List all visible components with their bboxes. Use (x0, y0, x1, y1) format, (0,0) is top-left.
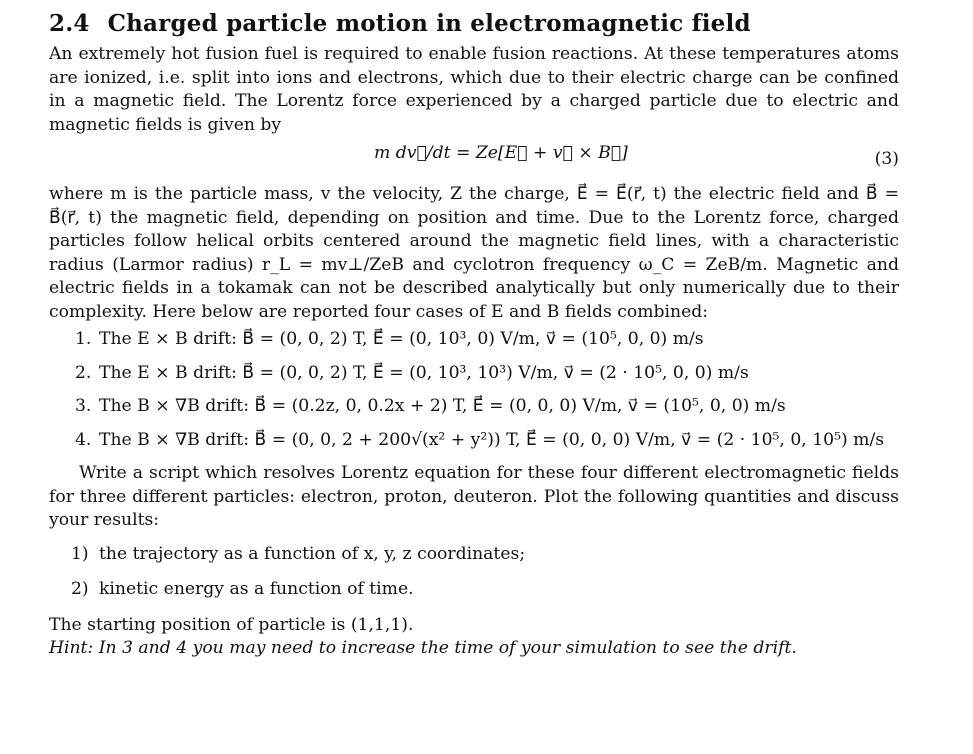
description-paragraph: where m is the particle mass, v the velocity, Z the charge, E⃗ = E⃗(r⃗, t) the electric field and B⃗ = B⃗(r⃗, t) the magnetic field, depending on position and time. Due to the Lorentz force, charged particles follow helical orbits centered around the magnetic field lines, with a characteristic radius (Larmor radius) r_L = mv⊥/ZeB and cyclotron frequency ω_C = ZeB/m. Magnetic and electric fields in a tokamak can not be described analytically but only numerically due to their complexity. Here below are reported four cases of E and B fields combined: (49, 184, 899, 322)
item-text: The E × B drift: B⃗ = (0, 0, 2) T, E⃗ = (0, 10³, 0) V/m, v⃗ = (10⁵, 0, 0) m/s (99, 329, 704, 349)
item-number: 2) (71, 579, 89, 599)
item-number: 2. (75, 362, 92, 383)
item-number: 4. (75, 429, 92, 450)
item-text: kinetic energy as a function of time. (99, 579, 414, 599)
item-number: 1. (75, 329, 92, 349)
item-text: the trajectory as a function of x, y, z coordinates; (99, 543, 526, 564)
equation-number: (3) (874, 149, 899, 169)
list-item (49, 429, 899, 453)
item-number: 3. (75, 396, 92, 416)
lorentz-equation (49, 137, 899, 183)
equation-body: m dv⃗/dt = Ze[E⃗ + v⃗ × B⃗] (374, 143, 628, 163)
section-number: 2.4 (49, 10, 90, 37)
item-text: The B × ∇B drift: B⃗ = (0.2z, 0, 0.2x + 2) T, E⃗ = (0, 0, 0) V/m, v⃗ = (10⁵, 0, 0) m/s (99, 396, 786, 416)
start-position-text: The starting position of particle is (1,1,1). (49, 614, 414, 635)
list-item (49, 543, 899, 567)
list-item (49, 578, 899, 602)
list-item (49, 395, 899, 419)
plot-quantities-list (49, 543, 899, 602)
hint-text: Hint: In 3 and 4 you may need to increase the time of your simulation to see the drift. (49, 638, 797, 658)
intro-paragraph: An extremely hot fusion fuel is required to enable fusion reactions. At these temperatures atoms are ionized, i.e. split into ions and electrons, which due to their electric charge can be confined in a magnetic field. The Lorentz force experienced by a charged particle due to electric and magnetic fields is given by (49, 44, 899, 135)
section-heading (49, 10, 899, 37)
document-page (49, 10, 899, 661)
list-item (49, 362, 899, 386)
item-number: 1) (71, 543, 89, 564)
item-text: The B × ∇B drift: B⃗ = (0, 0, 2 + 200√(x² + y²)) T, E⃗ = (0, 0, 0) V/m, v⃗ = (2 · 10⁵, 0, 10⁵) m/s (99, 429, 885, 450)
list-item (49, 328, 899, 352)
task-paragraph: Write a script which resolves Lorentz equation for these four different electromagnetic fields for three different particles: electron, proton, deuteron. Plot the following quantities and discuss your results: (49, 463, 899, 530)
field-cases-list (49, 328, 899, 452)
item-text: The E × B drift: B⃗ = (0, 0, 2) T, E⃗ = (0, 10³, 10³) V/m, v⃗ = (2 · 10⁵, 0, 0) m/s (99, 362, 749, 383)
section-title: Charged particle motion in electromagnetic field (107, 10, 751, 37)
